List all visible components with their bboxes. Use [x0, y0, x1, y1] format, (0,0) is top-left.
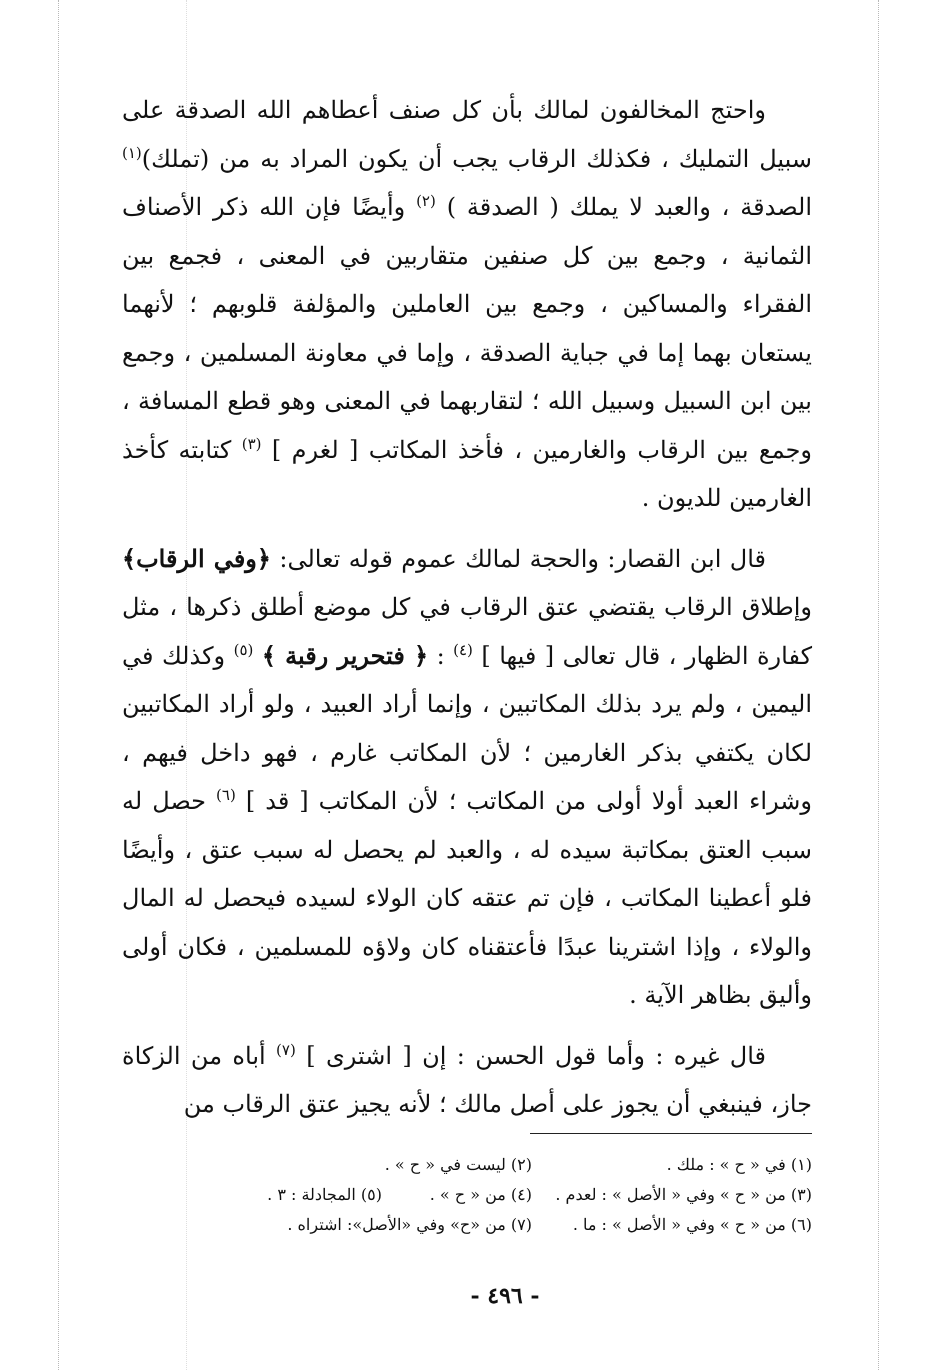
- text-run: كتابته كأخذ الغارمين للديون .: [122, 435, 812, 512]
- paragraph-3: [122, 1032, 812, 1129]
- footnote-ref: (٧): [276, 1040, 296, 1059]
- text-run: أباه من الزكاة جاز، فينبغي أن يجوز على أصل مالك ؛ لأنه يجيز عتق الرقاب من: [122, 1041, 812, 1118]
- footnote-ref: (١): [122, 143, 142, 162]
- scan-border-right: [878, 0, 879, 1370]
- footnote-ref: (٣): [241, 434, 262, 453]
- footnote-separator: [530, 1133, 812, 1134]
- footnote-row: [122, 1180, 812, 1210]
- text-run: قال ابن القصار: والحجة لمالك عموم قوله تعالى:: [270, 544, 767, 573]
- footnote: (١) في « ح » : ملك .: [666, 1155, 812, 1174]
- footnote-row: [122, 1150, 812, 1180]
- text-run: :: [428, 641, 454, 670]
- text-run: قال غيره : وأما قول الحسن : إن [ اشترى ]: [295, 1041, 767, 1070]
- text-run: واحتج المخالفون لمالك بأن كل صنف أعطاهم الله الصدقة على سبيل التمليك ، فكذلك الرقاب يجب أن يكون المراد به من (تملك): [122, 96, 812, 173]
- footnote: (٧) من «ح» وفي «الأصل»: اشتراه .: [287, 1215, 532, 1234]
- footnote-ref: (٤): [453, 640, 473, 659]
- quran-quote: ﴿ فتحرير رقبة ﴾: [261, 640, 429, 670]
- text-run: وإطلاق الرقاب يقتضي عتق الرقاب في كل موضع أطلق ذكرها ، مثل كفارة الظهار ، قال تعالى [ فيها ]: [122, 593, 813, 670]
- page-number: - ٤٩٦ -: [470, 1283, 540, 1309]
- text-run: وأيضًا فإن الله ذكر الأصناف الثمانية ، وجمع بين كل صنفين متقاربين في المعنى ، فجمع بين الفقراء والمساكين ، وجمع بين العاملين والمؤلفة قلوبهم ؛ لأنهما يستعان بهما إما في جباية الصدقة ، وإما في معاونة المسلمين ، وجمع بين ابن السبيل وسبيل الله ؛ لتقاربهما في المعنى وهو قطع المسافة ، وجمع بين الرقاب والغارمين ، فأخذ المكاتب [ لغرم ]: [122, 193, 812, 464]
- footnote: (٤) من « ح » .: [429, 1185, 532, 1204]
- footnote-ref: (٢): [416, 192, 436, 210]
- text-run: حصل له سبب العتق بمكاتبة سيده له ، والعبد لم يحصل له سبب عتق ، وأيضًا فلو أعطينا المكاتب ، فإن تم عتقه كان الولاء لسيده فيحصل له المال والولاء ، وإذا اشترينا عبدًا فأعتقناه كان ولاؤه للمسلمين ، فكان أولى وأليق بظاهر الآية .: [122, 787, 812, 1009]
- page-body: [122, 86, 812, 1129]
- footnote-ref: (٥): [233, 640, 254, 659]
- scan-border-left: [58, 0, 59, 1370]
- text-run: وكذلك في اليمين ، ولم يرد بذلك المكاتبين ، وإنما أراد العبيد ، ولو أراد المكاتبين لكان يكتفي بذكر الغارمين ؛ لأن المكاتب غارم ، فهو داخل فيهم ، وشراء العبد أولا أولى من المكاتب ؛ لأن المكاتب [ قد ]: [122, 641, 813, 815]
- footnotes: [122, 1150, 812, 1240]
- text-run: [253, 642, 261, 670]
- footnote: (٣) من « ح » وفي « الأصل » : لعدم .: [555, 1185, 812, 1204]
- paragraph-2: [122, 535, 812, 1020]
- text-run: الصدقة ، والعبد لا يملك ( الصدقة ): [435, 193, 812, 221]
- paragraph-1: [122, 86, 812, 523]
- footnote-row: [122, 1210, 812, 1240]
- footnote: (٢) ليست في « ح » .: [384, 1155, 532, 1174]
- footnote: (٦) من « ح » وفي « الأصل » : ما .: [572, 1215, 812, 1234]
- footnote-ref: (٦): [216, 786, 236, 804]
- footnote: (٥) المجادلة : ٣ .: [267, 1185, 382, 1204]
- footnote: [122, 1150, 382, 1180]
- footnote: [122, 1210, 382, 1240]
- quran-quote: ﴿وفي الرقاب﴾: [122, 543, 271, 573]
